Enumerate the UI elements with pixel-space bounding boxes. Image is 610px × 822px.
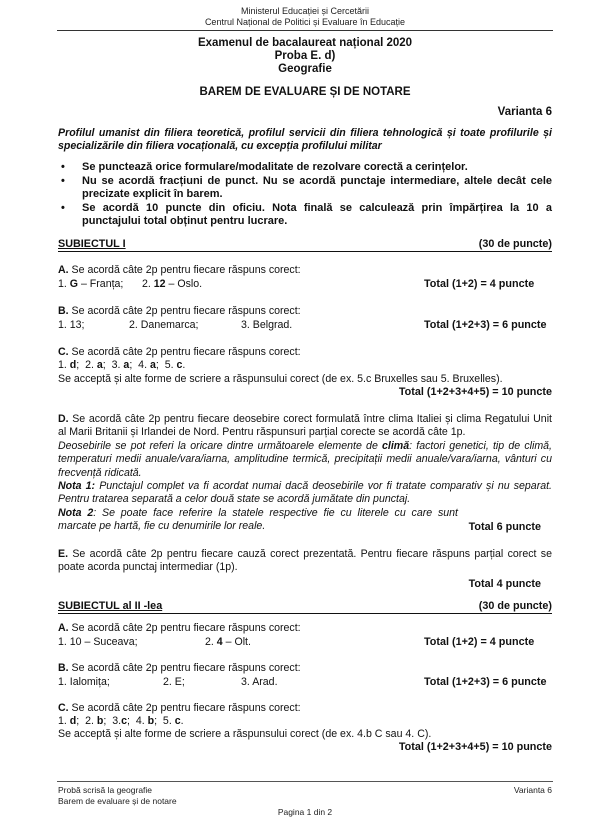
footer-variant: Varianta 6: [513, 785, 552, 795]
answer: 3. Arad.: [241, 676, 278, 688]
item-letter: E.: [58, 548, 69, 560]
center-name: Centrul Național de Politici și Evaluare în Educație: [204, 17, 406, 27]
footer-test-name: Probă scrisă la geografie: [58, 785, 153, 795]
s2-b-total: Total (1+2+3) = 6 puncte: [424, 676, 547, 688]
rule-item: [58, 202, 552, 230]
item-letter: B.: [58, 662, 69, 674]
item-letter: A.: [58, 622, 69, 634]
item-intro: Se acordă câte 2p pentru fiecare răspuns corect:: [68, 264, 301, 276]
item-intro: Se acordă câte 2p pentru fiecare deosebire corect formulată între clima Italiei și clima Regatului Unit al Marii Britanii și Irlandei de Nord. Pentru răspunsuri parțial corecte se acordă câte 1p.: [58, 413, 552, 439]
s2-c-note: Se acceptă și alte forme de scriere a răspunsului corect (de ex. 4.b C sau 4. C).: [58, 728, 432, 740]
footer-doc-name: Barem de evaluare și de notare: [58, 796, 177, 806]
s1-c-total: Total (1+2+3+4+5) = 10 puncte: [398, 386, 552, 398]
ministry-name: Ministerul Educației și Cercetării: [240, 6, 370, 16]
subject-1-title: SUBIECTUL I: [58, 238, 126, 250]
s1-e-intro: [58, 548, 552, 575]
bullet-icon: •: [61, 202, 65, 214]
s2-a-intro: [58, 622, 552, 635]
subject-1-points: (30 de puncte): [478, 238, 552, 250]
page-number: Pagina 1 din 2: [277, 807, 333, 817]
answer: 2. a;: [85, 359, 106, 371]
profile-text: Profilul umanist din filiera teoretică, profilul servicii din filiera tehnologică și toate profilurile și specializările din filiera vocațională, cu excepția profilului militar: [58, 127, 552, 153]
variant-label: Varianta 6: [497, 106, 552, 118]
item-letter: B.: [58, 305, 69, 317]
item-letter: D.: [58, 413, 69, 425]
s2-c-answers: [58, 715, 552, 728]
s1-c-note: Se acceptă și alte forme de scriere a răspunsului corect (de ex. 5.c Bruxelles sau 5. Bruxelles).: [58, 373, 503, 385]
footer-rule: [57, 781, 553, 782]
answer: 2. Danemarca;: [129, 319, 199, 331]
answer: 3. a;: [111, 359, 133, 371]
answer: 5. c.: [162, 715, 184, 727]
item-intro: Se acordă câte 2p pentru fiecare răspuns corect:: [68, 622, 301, 634]
rule-item: [58, 161, 552, 175]
document-title: BAREM DE EVALUARE ȘI DE NOTARE: [199, 86, 411, 98]
item-letter: A.: [58, 264, 69, 276]
rule-item: [58, 175, 552, 203]
item-letter: C.: [58, 346, 69, 358]
answer: 2. E;: [163, 676, 185, 688]
answer: 1. d;: [58, 359, 80, 371]
answer: 1. 13;: [58, 319, 85, 331]
exam-title: Examenul de bacalaureat național 2020: [197, 37, 413, 49]
s1-d-total: Total 6 puncte: [468, 521, 541, 533]
s1-c-intro: [58, 346, 552, 359]
answer: 1. G – Franța;: [58, 278, 124, 290]
s1-a-total: Total (1+2) = 4 puncte: [424, 278, 535, 290]
answer: 3.c;: [112, 715, 130, 727]
header-rule: [57, 30, 553, 31]
subject-2-heading: [58, 600, 552, 614]
s1-c-answers: [58, 359, 552, 372]
item-letter: C.: [58, 702, 69, 714]
answer: 1. d;: [58, 715, 80, 727]
item-intro: Se acordă câte 2p pentru fiecare răspuns corect:: [68, 662, 301, 674]
answer: 2. b;: [85, 715, 107, 727]
exam-test: Proba E. d): [274, 50, 336, 62]
answer: 1. Ialomița;: [58, 676, 110, 688]
s2-c-intro: [58, 702, 552, 715]
item-intro: Se acordă câte 2p pentru fiecare cauză corect prezentată. Pentru fiecare răspuns parțial corect se poate acorda punctaj intermediar (1p).: [58, 548, 552, 574]
bullet-icon: •: [61, 175, 65, 187]
answer: 3. Belgrad.: [241, 319, 293, 331]
s1-d-elements: Deosebirile se pot referi la oricare dintre următoarele elemente de climă: factori genetici, tip de climă, temperaturi medii anuale/vara/iarna, amplitudine termică, precipitații medii anuale/vara/iarna, vânturi cu frecvență ridicată.: [58, 440, 552, 479]
item-intro: Se acordă câte 2p pentru fiecare răspuns corect:: [68, 702, 301, 714]
rule-text: Se acordă 10 puncte din oficiu. Nota finală se calculează prin împărțirea la 10 a punctajului total obținut pentru lucrare.: [82, 202, 552, 228]
s1-e-total: Total 4 puncte: [468, 578, 541, 590]
exam-subject: Geografie: [278, 63, 332, 75]
s1-b-total: Total (1+2+3) = 6 puncte: [424, 319, 547, 331]
s1-b-intro: [58, 305, 552, 318]
s2-c-total: Total (1+2+3+4+5) = 10 puncte: [398, 741, 552, 753]
subject-1-heading: [58, 238, 552, 252]
answer: 5. c.: [164, 359, 186, 371]
s2-a-total: Total (1+2) = 4 puncte: [424, 636, 535, 648]
item-intro: Se acordă câte 2p pentru fiecare răspuns corect:: [68, 346, 301, 358]
subject-2-title: SUBIECTUL al II -lea: [58, 600, 163, 612]
s1-a-intro: [58, 264, 552, 277]
s2-b-intro: [58, 662, 552, 675]
s1-d-note-1: Nota 1: Punctajul complet va fi acordat numai dacă deosebirile vor fi tratate comparativ și nu separat. Pentru tratarea separată a celor două state se acordă jumătate din punctaj.: [58, 480, 553, 506]
rule-text: Nu se acordă fracțiuni de punct. Nu se acordă punctaje intermediare, altele decât cele precizate explicit în barem.: [82, 175, 552, 201]
rule-text: Se punctează orice formulare/modalitate de rezolvare corectă a cerințelor.: [82, 161, 468, 173]
s1-d-note-2: Nota 2: Se poate face referire la statele respective fie cu literele cu care sunt marcate pe hartă, fie cu denumirile lor reale.: [58, 507, 458, 533]
s1-d-intro: [58, 413, 552, 440]
answer: 4. b;: [135, 715, 158, 727]
answer: 1. 10 – Suceava;: [58, 636, 138, 648]
subject-2-points: (30 de puncte): [478, 600, 552, 612]
bullet-icon: •: [61, 161, 65, 173]
answer: 2. 4 – Olt.: [205, 636, 251, 648]
answer: 2. 12 – Oslo.: [142, 278, 203, 290]
answer: 4. a;: [138, 359, 159, 371]
item-intro: Se acordă câte 2p pentru fiecare răspuns corect:: [68, 305, 301, 317]
